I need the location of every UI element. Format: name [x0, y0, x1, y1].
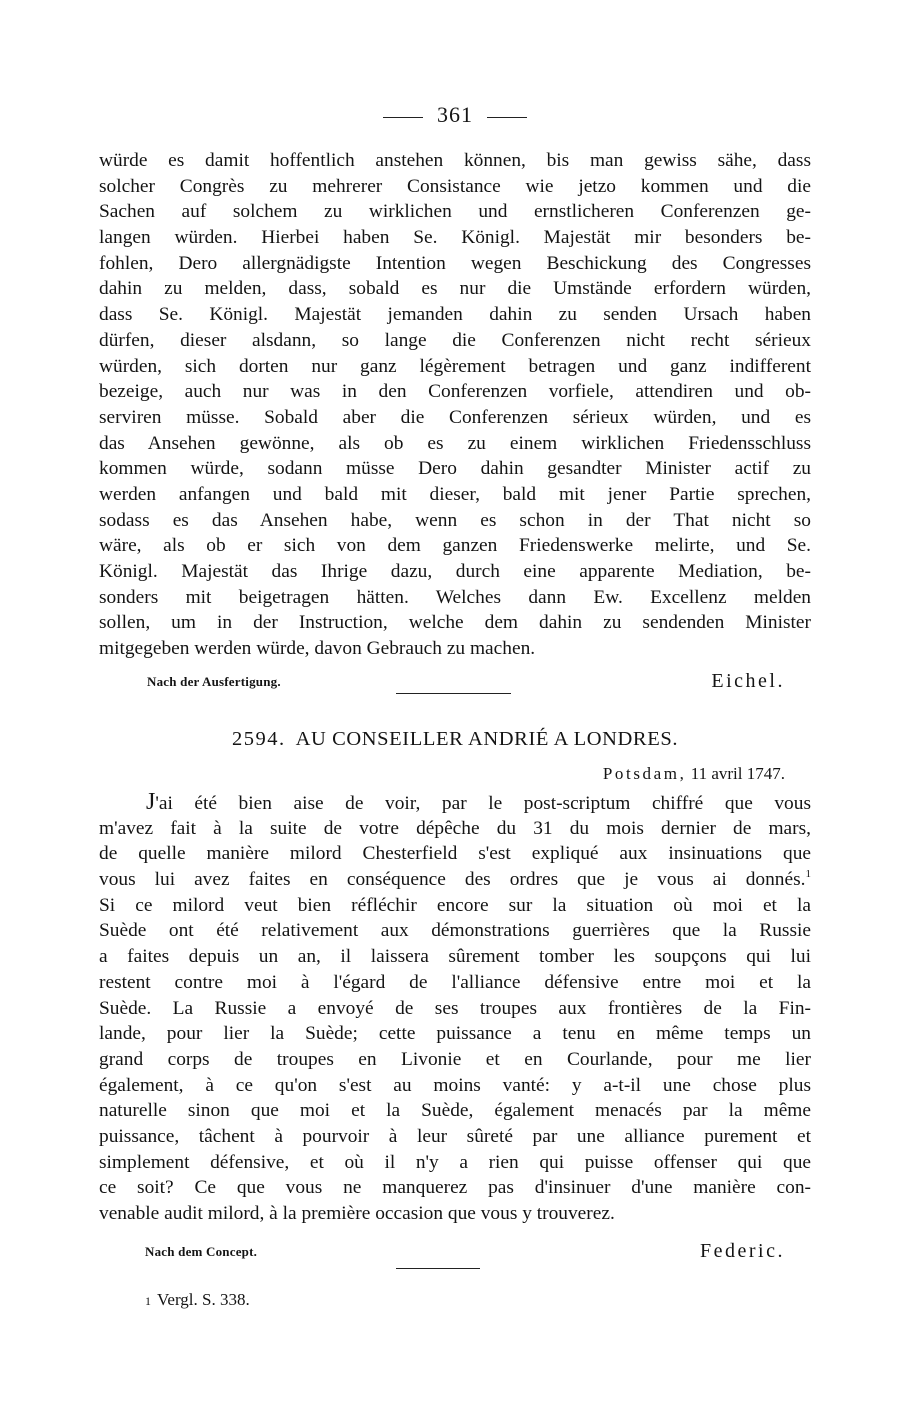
text-line-content: a faites depuis un an, il laissera sûrement tomber les soupçons qui lui	[99, 946, 811, 968]
source-note: Nach der Ausfertigung.	[147, 674, 281, 689]
dateline-date: 11 avril 1747.	[690, 764, 785, 783]
text-line	[99, 559, 811, 585]
text-line	[99, 1098, 811, 1124]
text-line	[99, 482, 811, 508]
footnote-reference: 1	[805, 868, 811, 881]
footnote	[145, 1290, 250, 1310]
text-line-content: das Ansehen gewönne, als ob es zu einem wirklichen Friedensschluss	[99, 432, 811, 454]
header-rule-left	[383, 117, 423, 118]
text-line	[99, 893, 811, 919]
initial-letter: J	[146, 789, 156, 815]
text-line-content: sollen, um in der Instruction, welche dem dahin zu sendenden Minister	[99, 612, 811, 634]
section-divider	[396, 693, 511, 694]
text-line	[99, 174, 811, 200]
text-line-content: Sachen auf solchem zu wirklichen und ernstlicheren Conferenzen ge-	[99, 201, 811, 223]
signature: Federic.	[700, 1240, 785, 1262]
text-line	[99, 354, 811, 380]
text-line-content: vous lui avez faites en conséquence des ordres que je vous ai donnés.	[99, 869, 806, 891]
footnote-text: Vergl. S. 338.	[157, 1290, 250, 1309]
letter-heading	[99, 728, 811, 751]
text-line-content: venable audit milord, à la première occasion que vous y trouverez.	[99, 1203, 615, 1224]
text-line	[99, 1175, 811, 1201]
text-line-content: Suède. La Russie a envoyé de ses troupes aux frontières de la Fin-	[99, 997, 811, 1019]
text-line	[99, 918, 811, 944]
text-line-content: grand corps de troupes en Livonie et en Courlande, pour me lier	[99, 1048, 811, 1070]
text-line	[99, 328, 811, 354]
text-line-content: Suède ont été relativement aux démonstrations guerrières que la Russie	[99, 920, 811, 942]
text-line-content: de quelle manière milord Chesterfield s'est expliqué aux insinuations que	[99, 843, 811, 865]
text-line	[99, 1150, 811, 1176]
letter-body-french	[99, 790, 811, 1227]
text-line-content: sodass es das Ansehen habe, wenn es schon in der That nicht so	[99, 509, 811, 531]
text-line-content: wäre, als ob er sich von dem ganzen Friedenswerke melirte, und Se.	[99, 535, 811, 557]
source-note: Nach dem Concept.	[145, 1244, 258, 1259]
text-line-content: Si ce milord veut bien réfléchir encore sur la situation où moi et la	[99, 894, 811, 916]
signature: Eichel.	[711, 670, 785, 692]
footnote-divider	[396, 1268, 480, 1269]
text-line	[99, 841, 811, 867]
text-line-content: würden, sich dorten nur ganz légèrement betragen und ganz indifferent	[99, 355, 811, 377]
footnote-marker: 1	[145, 1294, 151, 1308]
page-number: 361	[437, 102, 473, 127]
text-line-content: puissance, tâchent à pourvoir à leur sûreté par une alliance purement et	[99, 1125, 811, 1147]
text-line	[99, 533, 811, 559]
text-line	[99, 1201, 811, 1227]
text-line	[99, 585, 811, 611]
text-line	[99, 944, 811, 970]
text-line-content: ce soit? Ce que vous ne manquerez pas d'insinuer d'une manière con-	[99, 1177, 811, 1199]
text-line	[99, 996, 811, 1022]
text-line	[99, 456, 811, 482]
text-line-content: fohlen, Dero allergnädigste Intention wegen Beschickung des Congresses	[99, 252, 811, 274]
letter-body-german	[99, 148, 811, 662]
text-line-content: Königl. Majestät das Ihrige dazu, durch eine apparente Mediation, be-	[99, 561, 811, 582]
dateline	[603, 764, 785, 784]
text-line	[99, 251, 811, 277]
closing-row-1	[99, 667, 811, 693]
text-line	[99, 405, 811, 431]
text-line	[99, 276, 811, 302]
text-line-content: mitgegeben werden würde, davon Gebrauch zu machen.	[99, 638, 536, 660]
text-line	[99, 867, 811, 893]
text-line-content: langen würden. Hierbei haben Se. Königl. Majestät mir besonders be-	[99, 227, 811, 249]
text-line	[99, 610, 811, 636]
text-line	[99, 1021, 811, 1047]
text-line-content: simplement défensive, et où il n'y a rien qui puisse offenser qui que	[99, 1151, 811, 1173]
text-line-content: naturelle sinon que moi et la Suède, également menacés par la même	[99, 1100, 811, 1122]
letter-number: 2594.	[231, 728, 286, 750]
text-line-content: würde es damit hoffentlich anstehen können, bis man gewiss sähe, dass	[99, 150, 811, 171]
text-line	[99, 1073, 811, 1099]
header-rule-right	[487, 117, 527, 118]
text-line-content: dürfen, dieser alsdann, so lange die Conferenzen nicht recht sérieux	[99, 329, 811, 351]
text-line-content: sonders mit beigetragen hätten. Welches dann Ew. Excellenz melden	[99, 586, 811, 608]
first-line-text: 'ai été bien aise de voir, par le post-scriptum chiffré que vous	[155, 793, 811, 814]
text-line-content: dass Se. Königl. Majestät jemanden dahin zu senden Ursach haben	[99, 304, 811, 326]
text-line-content: werden anfangen und bald mit dieser, bald mit jener Partie sprechen,	[99, 483, 811, 505]
text-line	[99, 970, 811, 996]
text-line	[99, 508, 811, 534]
text-line	[99, 379, 811, 405]
text-line	[99, 790, 811, 816]
text-line	[99, 816, 811, 842]
text-line	[99, 199, 811, 225]
text-line-content: restent contre moi à l'égard de l'alliance défensive entre moi et la	[99, 971, 811, 993]
text-line-content: lande, pour lier la Suède; cette puissance a tenu en même temps un	[99, 1023, 811, 1045]
text-line	[99, 636, 811, 662]
page-header	[99, 100, 811, 130]
text-line	[99, 1047, 811, 1073]
letter-title: AU CONSEILLER ANDRIÉ A LONDRES.	[295, 728, 679, 750]
text-line-content: kommen würde, sodann müsse Dero dahin gesandter Minister actif zu	[99, 458, 811, 480]
text-line	[99, 302, 811, 328]
text-line-content: solcher Congrès zu mehrerer Consistance wie jetzo kommen und die	[99, 175, 811, 197]
text-line-content: bezeige, auch nur was in den Conferenzen vorfiele, attendiren und ob-	[99, 381, 811, 403]
closing-row-2	[99, 1237, 811, 1263]
text-line-content: serviren müsse. Sobald aber die Conferenzen sérieux würden, und es	[99, 406, 811, 428]
text-line	[99, 431, 811, 457]
text-line-content: dahin zu melden, dass, sobald es nur die Umstände erfordern würden,	[99, 278, 811, 300]
dateline-place: Potsdam,	[602, 764, 687, 783]
text-line-content: m'avez fait à la suite de votre dépêche du 31 du mois dernier de mars,	[99, 817, 811, 839]
text-line	[99, 148, 811, 174]
text-line	[99, 225, 811, 251]
text-line	[99, 1124, 811, 1150]
text-line-content: également, à ce qu'on s'est au moins vanté: y a-t-il une chose plus	[99, 1074, 811, 1096]
